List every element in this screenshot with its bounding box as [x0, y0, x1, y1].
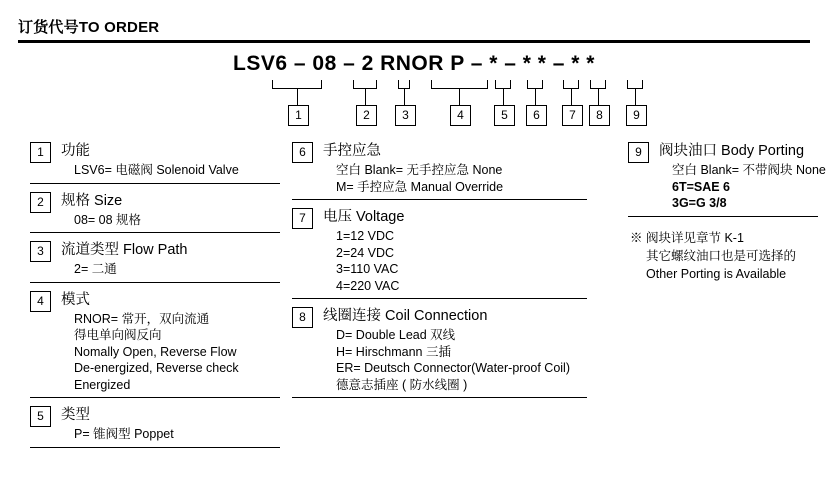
callout-tick: [272, 80, 273, 88]
legend-entry-type: [30, 406, 280, 448]
callout-number-5: 5: [494, 105, 515, 126]
callout-tick: [542, 80, 543, 88]
legend-entry-title: 流道类型 Flow Path: [61, 242, 188, 258]
legend-entry-title: 电压 Voltage: [323, 209, 405, 225]
legend-entry-divider: [30, 447, 280, 448]
legend-entry-lines: [61, 212, 280, 229]
page-title: [18, 16, 810, 37]
legend-entry-title: 手控应急: [323, 143, 381, 159]
legend-entry-number: 7: [292, 208, 313, 229]
legend-line: 1=12 VDC: [336, 229, 395, 243]
callout-tick: [487, 80, 488, 88]
legend-entry-number: 3: [30, 241, 51, 262]
legend-line: D= Double Lead 双线: [336, 328, 456, 342]
legend-column-2: [292, 142, 587, 406]
callout-stem: [459, 88, 460, 105]
legend-entry-title: 规格 Size: [61, 192, 123, 209]
legend-entry-size: [30, 192, 280, 234]
callout-stem: [598, 88, 599, 105]
legend-entry-lines: [61, 426, 280, 443]
legend-entry-divider: [30, 397, 280, 398]
callout-number-8: 8: [589, 105, 610, 126]
legend-line: 2=24 VDC: [336, 245, 395, 260]
callout-tick: [642, 80, 643, 88]
callout-stem: [635, 88, 636, 105]
legend-entry-title: 类型: [61, 407, 90, 423]
legend-line: 2= 二通: [74, 262, 117, 276]
legend-line: 4=220 VAC: [336, 278, 400, 293]
callout-tick: [563, 80, 564, 88]
legend-line: [672, 179, 818, 196]
legend-entry-manual-override: [292, 142, 587, 200]
legend-entry-voltage: [292, 208, 587, 299]
callout-tick: [376, 80, 377, 88]
legend-entry-divider: [628, 216, 818, 217]
legend-entry-coil-connection: [292, 307, 587, 398]
legend-line: [672, 195, 818, 212]
callout-tick: [495, 80, 496, 88]
legend-line: RNOR= 常开，双向流通: [74, 311, 210, 326]
legend-line: 空白 Blank= 无手控应急 None: [336, 163, 503, 177]
porting-note: [628, 229, 818, 283]
legend-entry-number: 4: [30, 291, 51, 312]
callout-stem: [535, 88, 536, 105]
porting-note-line: 其它螺纹油口也是可选择的: [646, 248, 797, 263]
legend-entry-body-porting: [628, 142, 826, 217]
page-title-en: TO ORDER: [78, 19, 160, 36]
code-callout-bar: [0, 80, 828, 126]
order-code: LSV6 – 08 – 2 RNOR P – * – * * – * *: [233, 52, 595, 75]
legend-line: H= Hirschmann 三插: [336, 344, 451, 359]
callout-stem: [571, 88, 572, 105]
legend-entry-number: 5: [30, 406, 51, 427]
legend-line: Energized: [74, 377, 131, 392]
legend-line: P= 锥阀型 Poppet: [74, 427, 174, 441]
legend-entry-divider: [30, 183, 280, 184]
legend-entry-title: 模式: [61, 291, 90, 308]
legend-entry-number: 9: [628, 142, 649, 163]
legend-entry-title: 线圈连接 Coil Connection: [323, 308, 488, 324]
legend-line-bold: 6T=SAE 6: [672, 179, 731, 194]
legend-entry-number: 8: [292, 307, 313, 328]
legend-entry-number: 2: [30, 192, 51, 213]
legend-line: M= 手控应急 Manual Override: [336, 179, 504, 194]
callout-tick: [431, 80, 432, 88]
legend-entry-lines: [323, 228, 587, 294]
legend-entry-divider: [30, 282, 280, 283]
legend-line: LSV6= 电磁阀 Solenoid Valve: [74, 163, 239, 177]
callout-stem: [297, 88, 298, 105]
porting-note-line: Other Porting is Available: [646, 266, 787, 281]
callout-tick: [398, 80, 399, 88]
legend-line: Nomally Open, Reverse Flow: [74, 344, 237, 359]
callout-tick: [409, 80, 410, 88]
callout-number-6: 6: [526, 105, 547, 126]
header-divider: [18, 40, 810, 43]
legend-entry-number: 6: [292, 142, 313, 163]
legend-entry-divider: [292, 199, 587, 200]
callout-tick: [590, 80, 591, 88]
page-title-cn: 订货代号: [18, 19, 79, 36]
legend-entry-lines: [323, 162, 587, 195]
legend-line: 3=110 VAC: [336, 262, 399, 276]
legend-entry-title: 阀块油口 Body Porting: [659, 143, 805, 159]
legend-line-bold: 3G=G 3/8: [672, 196, 727, 210]
legend-column-1: [30, 142, 280, 456]
legend-entry-function: [30, 142, 280, 184]
legend-line: 08= 08 规格: [74, 212, 142, 227]
legend-line: 得电单向阀反向: [74, 328, 162, 342]
callout-stem: [404, 88, 405, 105]
legend-entry-divider: [292, 298, 587, 299]
callout-tick: [527, 80, 528, 88]
callout-stem: [365, 88, 366, 105]
porting-note-line: ※ 阀块详见章节 K-1: [630, 230, 744, 245]
legend-entry-lines: [61, 311, 280, 394]
callout-number-1: 1: [288, 105, 309, 126]
legend-entry-flow-path: [30, 241, 280, 283]
legend-line: De-energized, Reverse check: [74, 361, 239, 375]
callout-stem: [503, 88, 504, 105]
callout-tick: [353, 80, 354, 88]
legend-entry-lines: [61, 162, 280, 179]
callout-number-9: 9: [626, 105, 647, 126]
legend-entry-mode: [30, 291, 280, 399]
callout-tick: [605, 80, 606, 88]
callout-tick: [627, 80, 628, 88]
callout-number-2: 2: [356, 105, 377, 126]
callout-number-3: 3: [395, 105, 416, 126]
callout-tick: [578, 80, 579, 88]
legend-line: 空白 Blank= 不带阀块 None: [672, 163, 826, 177]
legend-entry-title: 功能: [61, 143, 90, 159]
callout-number-4: 4: [450, 105, 471, 126]
legend-entry-divider: [292, 397, 587, 398]
callout-tick: [510, 80, 511, 88]
legend-column-3: [628, 142, 826, 283]
legend-entry-lines: [323, 327, 587, 393]
legend-entry-number: 1: [30, 142, 51, 163]
callout-tick: [321, 80, 322, 88]
legend-entry-divider: [30, 232, 280, 233]
legend-line: 德意志插座 ( 防水线圈 ): [336, 377, 468, 392]
legend-entry-lines: [61, 261, 280, 278]
legend-line: ER= Deutsch Connector(Water-proof Coil): [336, 361, 570, 375]
callout-number-7: 7: [562, 105, 583, 126]
legend-entry-lines: [659, 162, 826, 212]
